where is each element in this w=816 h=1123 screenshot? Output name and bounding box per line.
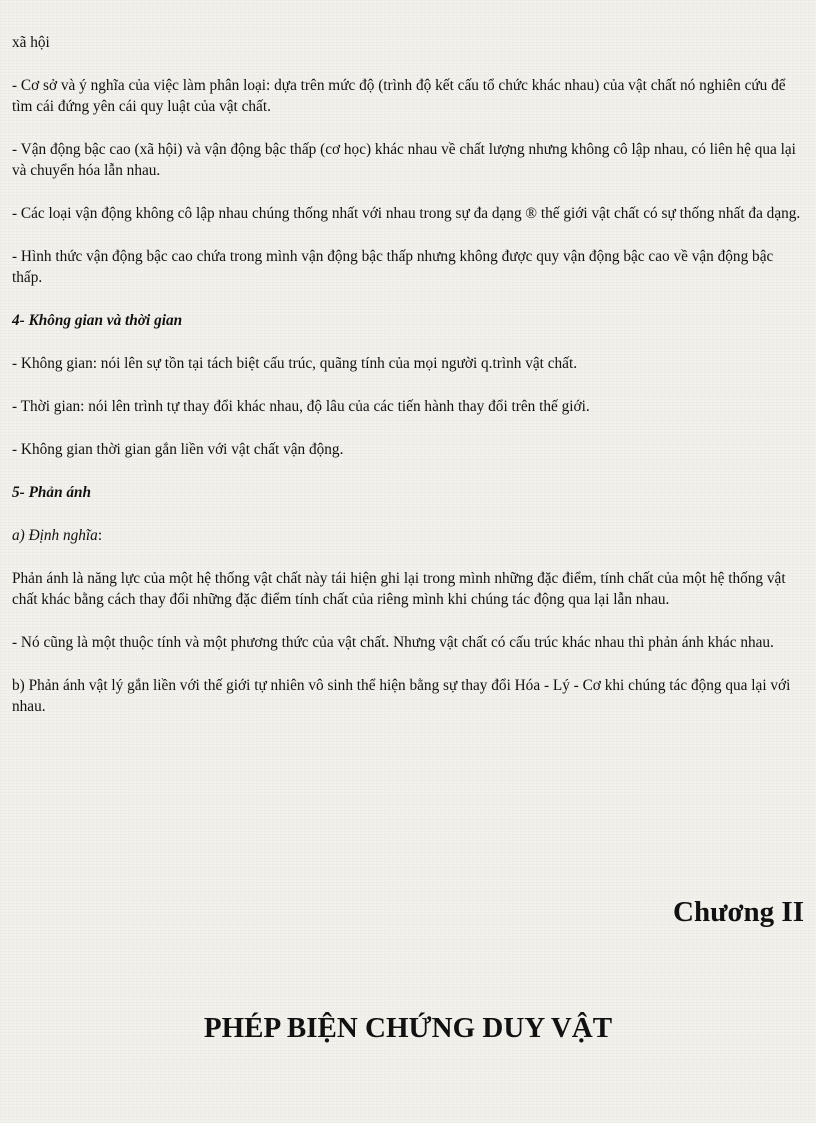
- paragraph-classification-basis: - Cơ sở và ý nghĩa của việc làm phân loại: dựa trên mức độ (trình độ kết cấu tổ chức khác nhau) của vật chất nó nghiên cứu để tìm cái đứng yên cái quy luật của vật chất.: [12, 77, 786, 115]
- definition-colon: :: [97, 527, 103, 544]
- paragraph-reflection-definition: Phản ánh là năng lực của một hệ thống vật chất này tái hiện ghi lại trong mình những đặc điểm, tính chất của một hệ thống vật chất khác bằng cách thay đổi những đặc điểm tính chất của riêng mình khi chúng tác động qua lại lẫn nhau.: [12, 570, 786, 608]
- paragraph-physical-reflection: b) Phản ánh vật lý gắn liền với thế giới tự nhiên vô sinh thể hiện bằng sự thay đổi Hóa - Lý - Cơ khi chúng tác động qua lại với nhau.: [12, 677, 791, 715]
- paragraph-reflection-attribute: - Nó cũng là một thuộc tính và một phương thức của vật chất. Nhưng vật chất có cấu trúc khác nhau thì phản ánh khác nhau.: [12, 634, 774, 651]
- paragraph-continuation: xã hội: [12, 34, 50, 51]
- section-heading-space-time: 4- Không gian và thời gian: [12, 312, 183, 329]
- definition-label: a) Định nghĩa: [12, 527, 98, 544]
- paragraph-space-time-matter: - Không gian thời gian gắn liền với vật chất vận động.: [12, 441, 344, 458]
- paragraph-higher-form: - Hình thức vận động bậc cao chứa trong mình vận động bậc thấp nhưng không được quy vận động bậc cao về vận động bậc thấp.: [12, 248, 774, 286]
- section-heading-reflection: 5- Phản ánh: [12, 484, 92, 501]
- paragraph-motion-unity: - Các loại vận động không cô lập nhau chúng thống nhất với nhau trong sự đa dạng ® thế giới vật chất có sự thống nhất đa dạng.: [12, 205, 801, 222]
- paragraph-space: - Không gian: nói lên sự tồn tại tách biệt cấu trúc, quãng tính của mọi người q.trình vật chất.: [12, 355, 578, 372]
- paragraph-higher-lower-motion: - Vận động bậc cao (xã hội) và vận động bậc thấp (cơ học) khác nhau về chất lượng nhưng không cô lập nhau, có liên hệ qua lại và chuyển hóa lẫn nhau.: [12, 141, 796, 179]
- chapter-title: PHÉP BIỆN CHỨNG DUY VẬT: [203, 1012, 613, 1044]
- chapter-label: Chương II: [673, 896, 804, 928]
- paragraph-time: - Thời gian: nói lên trình tự thay đổi khác nhau, độ lâu của các tiến hành thay đổi trên thế giới.: [12, 398, 590, 415]
- document-body: [12, 32, 804, 739]
- definition-label-line: [12, 525, 804, 546]
